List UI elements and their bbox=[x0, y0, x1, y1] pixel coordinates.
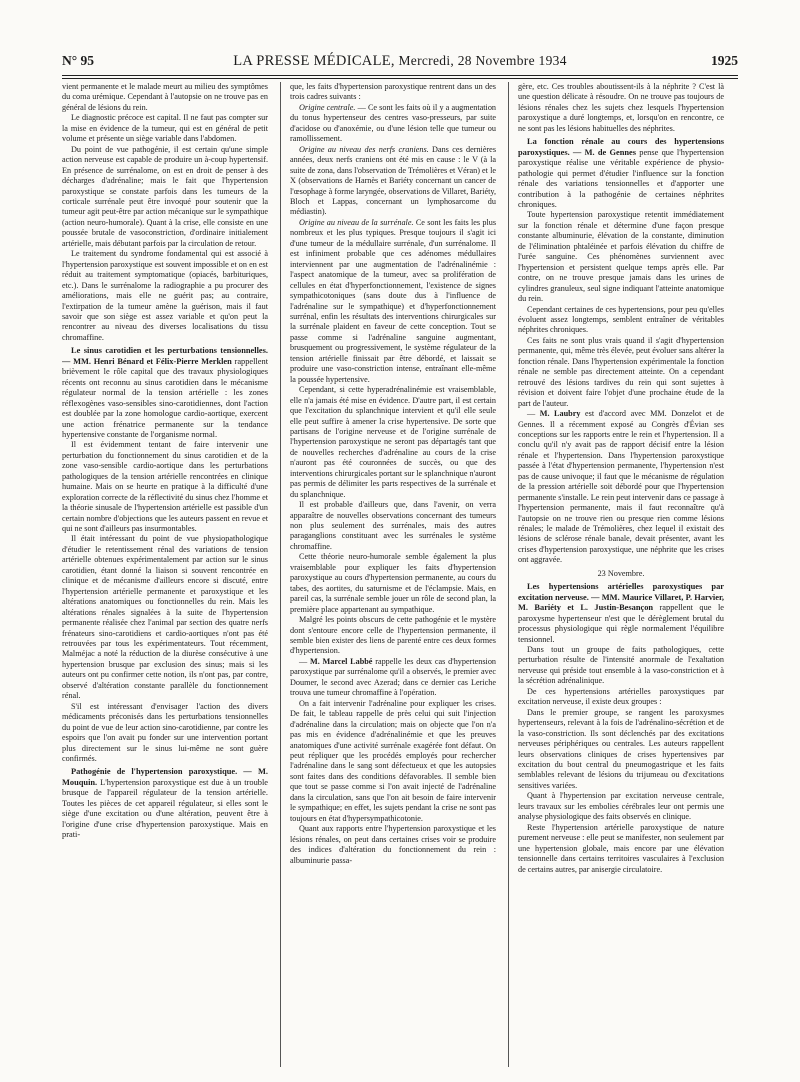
column-3 bbox=[518, 82, 724, 1067]
subsection-label: Origine centrale. bbox=[299, 102, 356, 112]
section-authors: M. de Gennes bbox=[584, 147, 636, 157]
paragraph: Cependant certaines de ces hypertensions, pour peu qu'elles évoluent assez longtemps, semblent entraîner de véritables néphrites chroniques. bbox=[518, 304, 724, 335]
journal-name: LA PRESSE MÉDICALE, bbox=[233, 53, 395, 69]
paragraph: Reste l'hypertension artérielle paroxystique de nature purement nerveuse : elle peut se manifester, non seulement par une hypertension globale, mais encore par une élévation tensionnelle dans certains territoires vasculaires à l'exclusion de certains autres, par anisergie circulatoire. bbox=[518, 822, 724, 874]
section-title: La fonction rénale au cours des hypertensions paroxystiques. bbox=[518, 137, 724, 157]
subsection-text: Ce sont les faits où il y a augmentation du tonus hypertenseur des centres vaso-presseurs, par suite d'acidose ou d'anoxémie, ou d'une lésion telle que tumeur ou ramollissement. bbox=[290, 102, 496, 144]
section-text: L'hypertension paroxystique est due à un trouble brusque de l'appareil régulateur de la tension artérielle. Toutes les pièces de cet appareil régulateur, si elles sont le siège d'une excitation ou d'une altération, peuvent être à l'origine d'une crise d'hypertension paroxystique. Mais en prati- bbox=[62, 777, 268, 840]
paragraph: Dans tout un groupe de faits pathologiques, cette perturbation résulte de l'intensité anormale de l'exaltation nerveuse qui préside tout ensemble à la vaso-constriction et à la sécrétion adrénalinique. bbox=[518, 645, 724, 686]
paragraph: que, les faits d'hypertension paroxystique rentrent dans un des trois cadres suivants : bbox=[290, 82, 496, 102]
section-title: Pathogénie de l'hypertension paroxystique. bbox=[71, 767, 238, 777]
section-text: pense que l'hypertension paroxystique réalise une véritable expérience de physio-pathologie qui permet d'étudier l'influence sur la fonction rénale des variations tensionnelles et d'apporter une contribution à la pathogénie de certaines néphrites chroniques. bbox=[518, 147, 724, 209]
section-authors: M. Marcel Labbé bbox=[309, 656, 373, 666]
issue-number: N° 95 bbox=[62, 53, 95, 68]
section-authors: MM. Maurice Villaret, P. Harvier, M. Bariéty et L. Justin-Besançon bbox=[518, 592, 724, 613]
paragraph: Il est évidemment tentant de faire intervenir une perturbation du fonctionnement du sinus carotidien et de la zone vaso-sensible cardio-aortique dans les perturbations pathologiques de la tension artérielle rencontrées en clinique humaine. Mais on se heurte en pratique à la difficulté d'une exploration correcte de la réflectivité du sinus chez l'homme et la théorie sinusale de l'hypertension artérielle est passible d'un certain nombre d'objections que les auteurs passent en revue et qui ne sont d'ailleurs pas insurmontables. bbox=[62, 440, 268, 534]
column-2 bbox=[290, 82, 496, 1067]
section-heading: Pathogénie de l'hypertension paroxystique. — M. Mouquin. L'hypertension paroxystique est due à un trouble brusque de l'appareil régulateur de la tension artérielle. Toutes les pièces de cet appareil régulateur, si elles sont le siège d'une excitation ou d'une altération, peuvent être à l'origine d'une crise d'hypertension paroxystique. Mais en prati- bbox=[62, 767, 268, 840]
paragraph bbox=[290, 145, 496, 218]
section-title: Les hypertensions artérielles paroxystiques par excitation nerveuse. bbox=[518, 582, 724, 602]
paragraph: Origine centrale. — Ce sont les faits où il y a augmentation du tonus hypertenseur des centres vaso-presseurs, par suite d'acidose ou d'anoxémie, ou d'une lésion telle que tumeur ou ramollissement. bbox=[290, 102, 496, 144]
paragraph bbox=[290, 218, 496, 385]
paragraph: Il est probable d'ailleurs que, dans l'avenir, on verra apparaître de nouvelles observations concernant des tumeurs non plus seulement des surrénales, mais des autres paraganglions constituant avec les surrénales le système chromaffine. bbox=[290, 500, 496, 551]
section-title: Le sinus carotidien et les perturbations tensionnelles. bbox=[71, 346, 268, 356]
page-number: 1925 bbox=[711, 53, 738, 68]
section-text: rappellent que le paroxysme hypertenseur n'est que le dérèglement brutal du processus physiologique qui règle normalement l'équilibre tensionnel. bbox=[518, 603, 724, 644]
section-authors: M. Mouquin. bbox=[62, 767, 268, 787]
paragraph: Malgré les points obscurs de cette pathogénie et le mystère dont s'entoure encore celle de l'hypertension permanente, il semble bien exister des liens de parenté entre ces deux formes d'hypertension. bbox=[290, 615, 496, 656]
paragraph: Du point de vue pathogénie, il est certain qu'une simple action nerveuse est capable de produire un à-coup hypertensif. En présence de surrénalome, on est en droit de penser à des décharges d'adrénaline; mais le fait que l'hypertension paroxystique se constate parfois dans les tumeurs de la corticale surrénale peut être invoqué pour soutenir que la tumeur agit peut-être par action mécanique sur le sympathique (action neuro-humorale). Quant à la crise, elle consiste en une poussée brutale de vasoconstriction, d'ordinaire initialement artérielle, mais débutant parfois par la circulation de retour. bbox=[62, 144, 268, 248]
paragraph: S'il est intéressant d'envisager l'action des divers médicaments préconisés dans les perturbations tensionnelles du point de vue de leur action sino-carotidienne, par contre les espoirs que l'on avait pu fonder sur une intervention portant plus directement sur le sinus lui-même ne sont guère confirmés. bbox=[62, 701, 268, 763]
section-authors: MM. Henri Bénard et Félix-Pierre Merklen bbox=[73, 356, 232, 366]
paragraph: De ces hypertensions artérielles paroxystiques par excitation nerveuse, il existe deux groupes : bbox=[518, 686, 724, 707]
paragraph: vient permanente et le malade meurt au milieu des symptômes du coma urémique. Cependant à l'autopsie on ne trouve pas en général de lésions du rein. bbox=[62, 82, 268, 112]
paragraph: Cette théorie neuro-humorale semble également la plus vraisemblable pour expliquer les faits d'hypertension paroxystique au cours d'hypertension permanente, au cours du tabes, des aortites, du saturnisme et de l'éclampsie. Mais, en pareil cas, la surrénale semble jouer un rôle de second plan, la première place appartenant au sympathique. bbox=[290, 552, 496, 614]
page-header bbox=[62, 50, 738, 72]
column-divider-1 bbox=[280, 82, 281, 1067]
section-heading: La fonction rénale au cours des hypertensions paroxystiques. — M. de Gennes pense que l'hypertension paroxystique réalise une véritable expérience de physio-pathologie qui permet d'étudier l'influence sur la fonction rénale des variations tensionnelles et d'apporter une contribution à la pathogénie de certaines néphrites chroniques. bbox=[518, 137, 724, 209]
paragraph: — M. Marcel Labbé rappelle les deux cas d'hypertension paroxystique par surrénalome qu'il a observés, le premier avec Doumer, le second avec Azerad; dans ce dernier cas Leriche trouva une tumeur chromaffine à l'opération. bbox=[290, 656, 496, 698]
section-text: rappellent brièvement le rôle capital que des travaux physiologiques récents ont reconnu au sinus carotidien dans le mécanisme régulateur normal de la tension artérielle : les zones réflexogènes vaso-sensibles sino-carotidiennes, dont l'action est doublée par la zone homologue cardio-aortique, exercent une action frénatrice permanente sur la tendance hypertensive constante de l'organisme normal. bbox=[62, 356, 268, 439]
header-rule-bottom bbox=[62, 78, 738, 79]
column-divider-2 bbox=[508, 82, 509, 1067]
date-line: 23 Novembre. bbox=[597, 568, 645, 578]
column-1 bbox=[62, 82, 268, 1067]
issue-date: Mercredi, 28 Novembre 1934 bbox=[398, 53, 567, 68]
section-text: rappelle les deux cas d'hypertension paroxystique par surrénalome qu'il a observés, le premier avec Doumer, le second avec Azerad; dans ce dernier cas Leriche trouva une tumeur chromaffine à l'opération. bbox=[290, 656, 496, 698]
paragraph: Le traitement du syndrome fondamental qui est associé à l'hypertension paroxystique est souvent impossible et on en est réduit au traitement symptomatique (opiacés, barbituriques, etc.). Dans le surrénalome la radiographie a pu procurer des améliorations, mais elle ne guérit pas; au contraire, l'extirpation de la tumeur amène la guérison, mais il faut savoir que son siège est assez variable et qu'on peut la rencontrer au niveau des diverses localisations du tissu chromaffine. bbox=[62, 249, 268, 342]
paragraph: Cependant, si cette hyperadrénalinémie est vraisemblable, elle n'a jamais été mise en évidence. D'autre part, il est certain que l'excitation du splanchnique intervient et qu'il elle seule elle peut suffire à amener la crise hypertensive. De sorte que partisans de l'origine nerveuse et de l'origine surrénale de l'hypertension paroxystique ne seront pas départagés tant que de nouvelles recherches d'adrénaline au cours de la crise n'auront pas été couronnées de succès, ou que des interventions chirurgicales portant sur le splanchnique n'auront pas permis de délimiter les parts respectives de la surrénale et du splanchnique. bbox=[290, 385, 496, 499]
paragraph: — M. Laubry est d'accord avec MM. Donzelot et de Gennes. Il a récemment exposé au Congrès d'Évian ses conceptions sur les rapports entre le rein et l'hypertension. Il a conclu qu'il n'y avait pas de rapport décisif entre la lésion rénale et l'hypertension. Dans l'hypertension paroxystique passée à l'état d'hypertension permanente, l'hypertension n'est pas de cause univoque; il faut que le mécanisme de régulation de la pression artérielle soit débordé pour que l'hypertension permanente s'installe. Le rein peut intervenir dans ce passage à l'hypertension permanente, mais il faut reconnaître qu'à l'autopsie on ne trouve rien ou presque rien comme lésions rénales; le malade de Trémolières, chez lequel il existait des lésions de sclérose rénale banale, devait présenter, avant les crises d'hypertension paroxystique, une néphrite que les crises ont aggravée. bbox=[518, 409, 724, 565]
subsection-text: Dans ces dernières années, deux nerfs craniens ont été mis en cause : le V (à la suite de zona, dans l'observation de Trémolières et Véran) et le X (observations de Harnès et Bariéty concernant un cancer de l'œsophage à forme laryngée, observations de Villaret, Bariéty, Bloch et Lappas, concernant un lymphosarcome du médiastin). bbox=[290, 144, 496, 217]
subsection-text: Ce sont les faits les plus nombreux et les plus typiques. Presque toujours il s'agit ici d'une tumeur de la médullaire surrénale, d'un surrénalome. Il est infiniment probable que ces adénomes médullaires interviennent par une augmentation de l'adrénalinémie : l'aspect anatomique de la tumeur, avec sa prolifération de cellules en état d'hyperfonctionnement, l'existence de signes sympathicotoniques (sans doute dus à l'influence de l'adrénaline sur le sympathique) et d'hyperfonctionnement surrénal, enfin les résultats des interventions chirurgicales sur la surrénale plaident en faveur de cette conception. Tout se passe comme si l'adrénaline sanguine augmentant, brusquement ou progressivement, le système régulateur de la tension artérielle finissait par être débordé, et laissait se produire une vaso-constriction intense, entraînant elle-même la poussée hypertensive. bbox=[290, 217, 496, 384]
paragraph: Quant à l'hypertension par excitation nerveuse centrale, leurs travaux sur les embolies cérébrales leur ont permis une analyse physiologique des faits observés en clinique. bbox=[518, 791, 724, 822]
paragraph: Ces faits ne sont plus vrais quand il s'agit d'hypertension permanente, qui, même très élevée, peut évoluer sans altérer la fonction rénale. Dans l'hypertension expérimentale la fonction rénale ne semble pas directement atteinte. On a cependant retrouvé des lésions tardives du rein qui sont sujettes à révision et doivent faire l'objet d'une prochaine étude de la part de l'auteur. bbox=[518, 335, 724, 408]
section-heading: Le sinus carotidien et les perturbations tensionnelles. — MM. Henri Bénard et Félix-Pierre Merklen rappellent brièvement le rôle capital que des travaux physiologiques récents ont reconnu au sinus carotidien dans le mécanisme régulateur normal de la tension artérielle : les zones réflexogènes vaso-sensibles sino-carotidiennes, dont l'action est doublée par la zone homologue cardio-aortique, exercent une action frénatrice permanente sur la tendance hypertensive constante de l'organisme normal. bbox=[62, 346, 268, 439]
paragraph: Toute hypertension paroxystique retentit immédiatement sur la fonction rénale et détermine d'une façon presque constante albuminurie, élévation de la constante, diminution de l'élimination phtaléinée et parfois élévation du chiffre de l'urée sanguine. Ces phénomènes surviennent avec l'hypertension et persistent quelque temps après elle. Par contre, on ne trouve presque jamais dans les urines de cylindres granuleux, seul signe indiquant l'atteinte anatomique du rein. bbox=[518, 210, 724, 304]
paragraph: gère, etc. Ces troubles aboutissent-ils à la néphrite ? C'est là une question délicate à résoudre. On ne trouve pas toujours de lésions rénales chez les sujets chez lesquels l'hypertension paroxystique a duré longtemps, et, lorsqu'on en rencontre, ce ne sont pas les lésions habituelles des néphrites. bbox=[518, 82, 724, 133]
paragraph: On a fait intervenir l'adrénaline pour expliquer les crises. De fait, le tableau rappelle de près celui qui suit l'injection d'adrénaline dans la circulation; mais on objecte que l'on n'a pas mis en évidence d'adrénalinémie et que les preuves anatomiques d'une activité surrénale exagérée font défaut. On peut répliquer que les procédés employés pour rechercher l'adrénaline dans le sang sont défectueux et que les autopsies sont faites dans des conditions défavorables. Il semble bien que tout se passe comme si l'on avait injecté de l'adrénaline dans la circulation, sans que l'on ait besoin de faire intervenir le sympathique; en effet, les sujets pendant la crise ne sont pas toujours en état d'hypersympathicotonie. bbox=[290, 698, 496, 823]
section-authors: M. Laubry bbox=[539, 409, 581, 419]
paragraph: Il était intéressant du point de vue physiopathologique d'étudier le retentissement rénal des variations de tension artérielle obtenues expérimentalement par action sur le sinus carotidien, étant donné la liaison si souvent rencontrée en clinique et de mécanisme d'ailleurs encore si discuté, entre l'hypertension artérielle permanente et paroxystique et les altérations anatomiques ou fonctionnelles du rein. Mais les altérations rénales signalées à la suite de l'hypertension permanente réalisée chez l'animal par section des quatre nerfs frénateurs sino-carotidiens et cardio-aortiques n'ont pas été retrouvées par tous les expérimentateurs. Tout récemment, Malméjac a noté la réduction de la diurèse consécutive à une hypertension brusque par exclusion des sinus; mais si les auteurs ont pu confirmer cette notion, ils n'ont pas, par contre, observé d'altération constante parallèle du fonctionnement rénal. bbox=[62, 534, 268, 701]
paragraph: Le diagnostic précoce est capital. Il ne faut pas compter sur la mise en évidence de la tumeur, qui est en général de petit volume et présente un siège variable dans l'abdomen. bbox=[62, 113, 268, 144]
subsection-label: Origine au niveau des nerfs craniens. bbox=[299, 144, 429, 154]
subsection-label: Origine au niveau de la surrénale. bbox=[299, 217, 414, 227]
paragraph: Quant aux rapports entre l'hypertension paroxystique et les lésions rénales, on peut dans certaines crises voir se produire des indices d'altération du fonctionnement du rein : albuminurie passa- bbox=[290, 824, 496, 865]
header-rule-top bbox=[62, 75, 738, 76]
journal-title-line bbox=[62, 50, 738, 72]
section-heading: Les hypertensions artérielles paroxystiques par excitation nerveuse. — MM. Maurice Villaret, P. Harvier, M. Bariéty et L. Justin-Besançon rappellent que le paroxysme hypertenseur n'est que le dérèglement brutal du processus physiologique qui règle normalement l'équilibre tensionnel. bbox=[518, 582, 724, 644]
section-text: est d'accord avec MM. Donzelot et de Gennes. Il a récemment exposé au Congrès d'Évian ses conceptions sur les rapports entre le rein et l'hypertension. Il a conclu qu'il n'y avait pas de rapport décisif entre la lésion rénale et l'hypertension. Dans l'hypertension paroxystique passée à l'état d'hypertension permanente, l'hypertension n'est pas de cause univoque; il faut que le mécanisme de régulation de la pression artérielle soit débordé pour que l'hypertension permanente s'installe. Le rein peut intervenir dans ce passage à l'hypertension permanente, mais il faut reconnaître qu'à l'autopsie on ne trouve rien ou presque rien comme lésions rénales; le malade de Trémolières, chez lequel il existait des lésions de sclérose rénale banale, devait présenter, avant les crises d'hypertension paroxystique, une néphrite que les crises ont aggravée. bbox=[518, 409, 724, 565]
paragraph: Dans le premier groupe, se rangent les paroxysmes hypertenseurs, relevant à la fois de l'adrénalino-sécrétion et de la vaso-constriction. Ils sont déclenchés par des excitations nerveuses périphériques ou centrales. Les auteurs rappellent leurs observations cliniques de crises hypertensives par excitation du bout central du pneumogastrique et les faits semblables relevant de lésions du trijumeau ou d'excitations sensitives variées. bbox=[518, 707, 724, 790]
